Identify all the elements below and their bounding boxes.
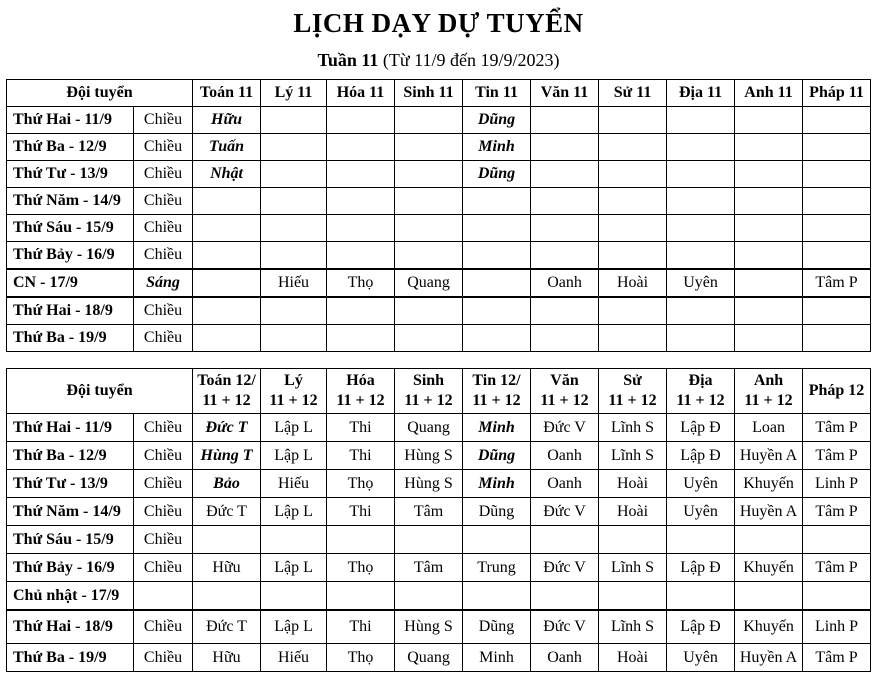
teacher-cell: [735, 582, 803, 611]
teacher-cell: [327, 215, 395, 242]
day-cell: Thứ Tư - 13/9: [7, 470, 134, 498]
column-header-grades: 11 + 12: [676, 392, 725, 409]
teacher-cell: [667, 161, 735, 188]
day-cell: Thứ Sáu - 15/9: [7, 215, 134, 242]
teacher-cell: Lập Đ: [667, 442, 735, 470]
day-cell: Thứ Ba - 12/9: [7, 134, 134, 161]
teacher-cell: [327, 188, 395, 215]
teacher-cell: Trung: [463, 554, 531, 582]
teacher-cell: [667, 242, 735, 270]
teacher-cell: Lập L: [261, 554, 327, 582]
teacher-cell: Oanh: [531, 269, 599, 297]
week-label: Tuần 11: [317, 50, 379, 70]
teacher-cell: Hữu: [193, 554, 261, 582]
teacher-cell: Dũng: [463, 498, 531, 526]
teacher-cell: [599, 526, 667, 554]
teacher-cell: [395, 161, 463, 188]
teacher-cell: Tâm P: [803, 269, 871, 297]
teacher-cell: Hùng S: [395, 610, 463, 644]
column-header: Pháp 11: [803, 80, 871, 107]
teacher-cell: [803, 161, 871, 188]
teacher-cell: [599, 297, 667, 325]
teacher-cell: [531, 215, 599, 242]
teacher-cell: [599, 325, 667, 352]
table-row: [7, 554, 871, 582]
teacher-cell: [261, 188, 327, 215]
session-cell: Chiều: [134, 554, 193, 582]
team-header: Đội tuyển: [7, 80, 193, 107]
teacher-cell: [193, 242, 261, 270]
teacher-cell: Hoài: [599, 644, 667, 672]
teacher-cell: [599, 134, 667, 161]
table-row: [7, 297, 871, 325]
day-cell: Thứ Ba - 19/9: [7, 644, 134, 672]
teacher-cell: [327, 582, 395, 611]
teacher-cell: [261, 215, 327, 242]
teacher-cell: Thi: [327, 414, 395, 442]
column-header: [667, 369, 735, 414]
table-row: [7, 242, 871, 270]
column-header-subject: Pháp 12: [808, 382, 865, 399]
teacher-cell: Huyền A: [735, 442, 803, 470]
teacher-cell: Lập Đ: [667, 414, 735, 442]
teacher-cell: Dũng: [463, 161, 531, 188]
day-cell: CN - 17/9: [7, 269, 134, 297]
teacher-cell: Uyên: [667, 498, 735, 526]
session-cell: Chiều: [134, 644, 193, 672]
teacher-cell: [193, 325, 261, 352]
day-cell: Thứ Hai - 11/9: [7, 107, 134, 134]
teacher-cell: Oanh: [531, 644, 599, 672]
teacher-cell: Dũng: [463, 610, 531, 644]
teacher-cell: Dũng: [463, 442, 531, 470]
session-cell: Chiều: [134, 498, 193, 526]
session-cell: Chiều: [134, 215, 193, 242]
teacher-cell: Hoài: [599, 269, 667, 297]
teacher-cell: Tâm: [395, 554, 463, 582]
teacher-cell: [667, 325, 735, 352]
teacher-cell: Minh: [463, 644, 531, 672]
column-header-grades: 11 + 12: [472, 392, 521, 409]
column-header-subject: Lý: [284, 372, 303, 389]
column-header-subject: Sử: [623, 372, 642, 389]
teacher-cell: [531, 325, 599, 352]
teacher-cell: Lập Đ: [667, 554, 735, 582]
table-row: [7, 134, 871, 161]
column-header: [193, 369, 261, 414]
teacher-cell: Dũng: [463, 107, 531, 134]
day-cell: Thứ Hai - 18/9: [7, 610, 134, 644]
teacher-cell: Hùng S: [395, 442, 463, 470]
column-header-grades: 11 + 12: [540, 392, 589, 409]
teacher-cell: Đức T: [193, 414, 261, 442]
teacher-cell: Thọ: [327, 554, 395, 582]
column-header: Địa 11: [667, 80, 735, 107]
teacher-cell: Thọ: [327, 470, 395, 498]
teacher-cell: [531, 107, 599, 134]
teacher-cell: [261, 161, 327, 188]
teacher-cell: [667, 188, 735, 215]
teacher-cell: [599, 107, 667, 134]
day-cell: Thứ Sáu - 15/9: [7, 526, 134, 554]
teacher-cell: [193, 526, 261, 554]
column-header: [463, 369, 531, 414]
teacher-cell: Bảo: [193, 470, 261, 498]
teacher-cell: [667, 107, 735, 134]
teacher-cell: Lập L: [261, 442, 327, 470]
column-header: [395, 369, 463, 414]
teacher-cell: [667, 134, 735, 161]
teacher-cell: [803, 242, 871, 270]
teacher-cell: [531, 297, 599, 325]
day-cell: Thứ Năm - 14/9: [7, 188, 134, 215]
teacher-cell: [803, 215, 871, 242]
teacher-cell: [463, 215, 531, 242]
teacher-cell: Uyên: [667, 269, 735, 297]
column-header: [803, 369, 871, 414]
column-header-subject: Toán 12/: [197, 372, 256, 389]
day-cell: Thứ Ba - 19/9: [7, 325, 134, 352]
session-cell: Chiều: [134, 325, 193, 352]
teacher-cell: [803, 526, 871, 554]
teacher-cell: [463, 269, 531, 297]
teacher-cell: [463, 188, 531, 215]
teacher-cell: Tâm P: [803, 554, 871, 582]
day-cell: Thứ Bảy - 16/9: [7, 242, 134, 270]
teacher-cell: [193, 269, 261, 297]
page-title: LỊCH DẠY DỰ TUYỂN: [293, 8, 584, 38]
teacher-cell: [261, 134, 327, 161]
teacher-cell: [735, 188, 803, 215]
teacher-cell: [803, 188, 871, 215]
teacher-cell: Thi: [327, 498, 395, 526]
column-header: Toán 11: [193, 80, 261, 107]
teacher-cell: [395, 325, 463, 352]
teacher-cell: [803, 107, 871, 134]
table-row: [7, 644, 871, 672]
teacher-cell: [735, 325, 803, 352]
column-header-grades: 11 + 12: [202, 392, 251, 409]
teacher-cell: Uyên: [667, 470, 735, 498]
teacher-cell: Tâm P: [803, 442, 871, 470]
teacher-cell: Lĩnh S: [599, 554, 667, 582]
session-cell: Chiều: [134, 188, 193, 215]
column-header-subject: Tin 12/: [472, 372, 521, 389]
session-cell: Chiều: [134, 107, 193, 134]
column-header: Sử 11: [599, 80, 667, 107]
teacher-cell: Hữu: [193, 644, 261, 672]
teacher-cell: [531, 526, 599, 554]
day-cell: Thứ Bảy - 16/9: [7, 554, 134, 582]
teacher-cell: Hoài: [599, 498, 667, 526]
day-cell: Chủ nhật - 17/9: [7, 582, 134, 611]
teacher-cell: [327, 242, 395, 270]
teacher-cell: Đức V: [531, 498, 599, 526]
table-row: [7, 325, 871, 352]
teacher-cell: [261, 107, 327, 134]
teacher-cell: Hiếu: [261, 644, 327, 672]
teacher-cell: Tuấn: [193, 134, 261, 161]
teacher-cell: [261, 582, 327, 611]
table-row: [7, 215, 871, 242]
column-header: Anh 11: [735, 80, 803, 107]
column-header-grades: 11 + 12: [404, 392, 453, 409]
table-row: [7, 269, 871, 297]
table-row: [7, 498, 871, 526]
teacher-cell: Lĩnh S: [599, 414, 667, 442]
teacher-cell: [599, 582, 667, 611]
table-row: [7, 470, 871, 498]
teacher-cell: [531, 242, 599, 270]
teacher-cell: Uyên: [667, 644, 735, 672]
teacher-cell: [463, 325, 531, 352]
teacher-cell: Quang: [395, 269, 463, 297]
teacher-cell: Tâm P: [803, 498, 871, 526]
table-row: [7, 442, 871, 470]
column-header-subject: Anh: [753, 372, 784, 389]
column-header: Lý 11: [261, 80, 327, 107]
teacher-cell: [261, 526, 327, 554]
teacher-cell: [531, 134, 599, 161]
page-subtitle: [0, 50, 877, 71]
column-header-subject: Sinh: [412, 372, 445, 389]
teacher-cell: Thi: [327, 610, 395, 644]
session-cell: Chiều: [134, 526, 193, 554]
session-cell: Chiều: [134, 161, 193, 188]
teacher-cell: [327, 526, 395, 554]
teacher-cell: [531, 582, 599, 611]
teacher-cell: Hữu: [193, 107, 261, 134]
teacher-cell: Lĩnh S: [599, 610, 667, 644]
column-header: Văn 11: [531, 80, 599, 107]
teacher-cell: Linh P: [803, 610, 871, 644]
teacher-cell: [193, 215, 261, 242]
table-row: [7, 188, 871, 215]
session-cell: [134, 582, 193, 611]
teacher-cell: [193, 582, 261, 611]
session-cell: Chiều: [134, 297, 193, 325]
teacher-cell: Thi: [327, 442, 395, 470]
teacher-cell: Minh: [463, 470, 531, 498]
teacher-cell: Oanh: [531, 442, 599, 470]
teacher-cell: [395, 242, 463, 270]
teacher-cell: [395, 526, 463, 554]
teacher-cell: Huyền A: [735, 644, 803, 672]
teacher-cell: [327, 325, 395, 352]
column-header: Hóa 11: [327, 80, 395, 107]
date-range: (Từ 11/9 đến 19/9/2023): [382, 50, 560, 70]
teacher-cell: [735, 242, 803, 270]
column-header: [531, 369, 599, 414]
teacher-cell: Thọ: [327, 644, 395, 672]
teacher-cell: Quang: [395, 414, 463, 442]
teacher-cell: Đức T: [193, 610, 261, 644]
column-header: [599, 369, 667, 414]
column-header-subject: Địa: [688, 372, 713, 389]
session-cell: Chiều: [134, 470, 193, 498]
teacher-cell: Khuyến: [735, 554, 803, 582]
teacher-cell: [395, 107, 463, 134]
teacher-cell: Hiếu: [261, 470, 327, 498]
teacher-cell: [261, 325, 327, 352]
teacher-cell: Hoài: [599, 470, 667, 498]
teacher-cell: [735, 297, 803, 325]
column-header-grades: 11 + 12: [336, 392, 385, 409]
session-cell: Chiều: [134, 242, 193, 270]
session-cell: Chiều: [134, 610, 193, 644]
teacher-cell: Hiếu: [261, 269, 327, 297]
column-header-grades: 11 + 12: [608, 392, 657, 409]
teacher-cell: [803, 325, 871, 352]
teacher-cell: Lĩnh S: [599, 442, 667, 470]
teacher-cell: Lập L: [261, 498, 327, 526]
session-cell: Chiều: [134, 414, 193, 442]
teacher-cell: [327, 297, 395, 325]
column-header: Tin 11: [463, 80, 531, 107]
teacher-cell: [599, 242, 667, 270]
table-row: [7, 610, 871, 644]
teacher-cell: [327, 134, 395, 161]
teacher-cell: Lập L: [261, 610, 327, 644]
teacher-cell: [395, 582, 463, 611]
teacher-cell: [803, 297, 871, 325]
teacher-cell: [599, 161, 667, 188]
teacher-cell: Oanh: [531, 470, 599, 498]
session-cell: Chiều: [134, 442, 193, 470]
session-cell: Chiều: [134, 134, 193, 161]
teacher-cell: [463, 242, 531, 270]
teacher-cell: Đức V: [531, 554, 599, 582]
teacher-cell: Minh: [463, 414, 531, 442]
teacher-cell: [531, 161, 599, 188]
teacher-cell: Tâm P: [803, 414, 871, 442]
schedule-table-grade-12: [6, 368, 871, 672]
teacher-cell: [395, 188, 463, 215]
teacher-cell: Đức V: [531, 414, 599, 442]
column-header-grades: 11 + 12: [744, 392, 793, 409]
teacher-cell: [463, 526, 531, 554]
teacher-cell: [327, 161, 395, 188]
teacher-cell: Lập Đ: [667, 610, 735, 644]
teacher-cell: Nhật: [193, 161, 261, 188]
teacher-cell: [261, 242, 327, 270]
column-header: Sinh 11: [395, 80, 463, 107]
teacher-cell: Tâm: [395, 498, 463, 526]
column-header-subject: Văn: [550, 372, 579, 389]
schedule-table-grade-11: [6, 79, 871, 352]
teacher-cell: Hùng S: [395, 470, 463, 498]
table-row: [7, 161, 871, 188]
teacher-cell: Quang: [395, 644, 463, 672]
teacher-cell: [667, 297, 735, 325]
teacher-cell: [735, 215, 803, 242]
teacher-cell: Khuyến: [735, 470, 803, 498]
teacher-cell: [531, 188, 599, 215]
teacher-cell: [599, 215, 667, 242]
teacher-cell: [463, 582, 531, 611]
teacher-cell: Thọ: [327, 269, 395, 297]
teacher-cell: [193, 297, 261, 325]
day-cell: Thứ Năm - 14/9: [7, 498, 134, 526]
teacher-cell: [327, 107, 395, 134]
team-header: Đội tuyển: [7, 369, 193, 414]
day-cell: Thứ Tư - 13/9: [7, 161, 134, 188]
teacher-cell: Lập L: [261, 414, 327, 442]
teacher-cell: [735, 161, 803, 188]
teacher-cell: [803, 582, 871, 611]
table-row: [7, 414, 871, 442]
column-header: [261, 369, 327, 414]
teacher-cell: [667, 582, 735, 611]
teacher-cell: [735, 107, 803, 134]
column-header: [735, 369, 803, 414]
teacher-cell: [261, 297, 327, 325]
session-cell: Sáng: [134, 269, 193, 297]
teacher-cell: Khuyến: [735, 610, 803, 644]
teacher-cell: [735, 134, 803, 161]
teacher-cell: [735, 526, 803, 554]
day-cell: Thứ Hai - 18/9: [7, 297, 134, 325]
teacher-cell: [463, 297, 531, 325]
header-row: [7, 369, 871, 414]
teacher-cell: Linh P: [803, 470, 871, 498]
teacher-cell: [599, 188, 667, 215]
column-header-subject: Hóa: [346, 372, 375, 389]
header-row: [7, 80, 871, 107]
teacher-cell: [735, 269, 803, 297]
teacher-cell: [395, 215, 463, 242]
teacher-cell: [193, 188, 261, 215]
teacher-cell: Minh: [463, 134, 531, 161]
day-cell: Thứ Hai - 11/9: [7, 414, 134, 442]
column-header: [327, 369, 395, 414]
teacher-cell: [395, 297, 463, 325]
day-cell: Thứ Ba - 12/9: [7, 442, 134, 470]
teacher-cell: [667, 526, 735, 554]
teacher-cell: Đức V: [531, 610, 599, 644]
table-row: [7, 107, 871, 134]
teacher-cell: [803, 134, 871, 161]
column-header-grades: 11 + 12: [269, 392, 318, 409]
table-row: [7, 526, 871, 554]
teacher-cell: Hùng T: [193, 442, 261, 470]
teacher-cell: Đức T: [193, 498, 261, 526]
teacher-cell: [667, 215, 735, 242]
teacher-cell: Tâm P: [803, 644, 871, 672]
table-row: [7, 582, 871, 611]
teacher-cell: Huyền A: [735, 498, 803, 526]
teacher-cell: [395, 134, 463, 161]
teacher-cell: Loan: [735, 414, 803, 442]
